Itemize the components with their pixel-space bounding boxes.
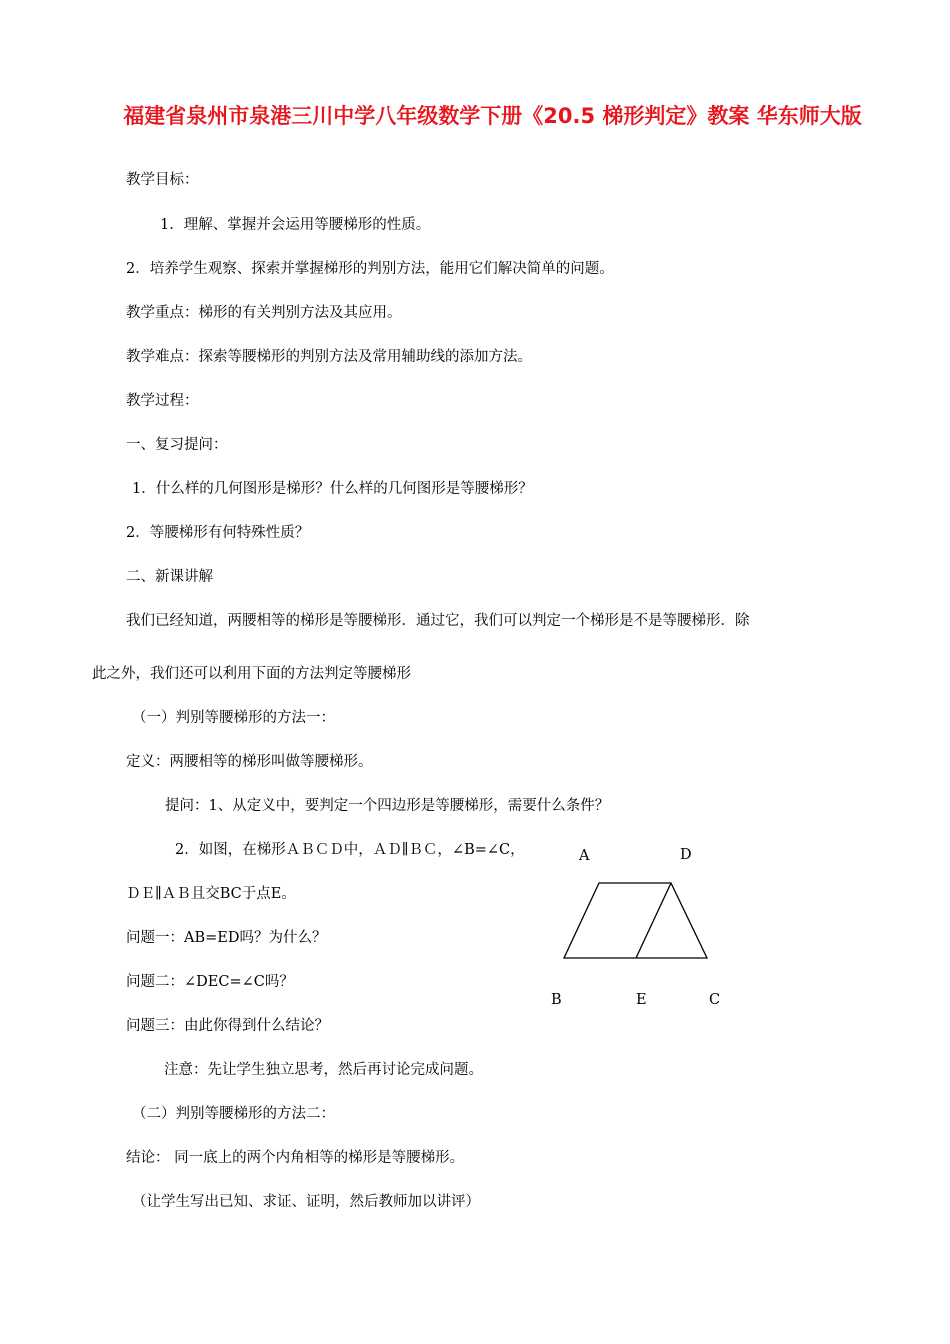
trapezoid-diagram: [555, 875, 715, 965]
problem-one: 问题一：AB=ED吗？为什么？: [126, 930, 327, 946]
goal-item-1: 1．理解、掌握并会运用等腰梯形的性质。: [160, 217, 431, 233]
goal-item-2: 2．培养学生观察、探索并掌握梯形的判别方法，能用它们解决简单的问题。: [126, 261, 614, 277]
problem-three: 问题三：由此你得到什么结论？: [126, 1018, 329, 1034]
difficult-points: 教学难点：探索等腰梯形的判别方法及常用辅助线的添加方法。: [126, 349, 532, 365]
review-question-1: 1．什么样的几何图形是梯形？什么样的几何图形是等腰梯形？: [132, 481, 533, 497]
document-title: 福建省泉州市泉港三川中学八年级数学下册《20.5 梯形判定》教案 华东师大版: [123, 104, 862, 128]
trapezoid-abcd: [564, 883, 707, 958]
note: 注意：先让学生独立思考，然后再讨论完成问题。: [164, 1062, 483, 1078]
conclusion: 结论： 同一底上的两个内角相等的梯形是等腰梯形。: [126, 1150, 465, 1166]
vertex-label-a: A: [579, 848, 590, 864]
section-new-lesson-heading: 二、新课讲解: [126, 569, 213, 585]
problem-two: 问题二：∠DEC=∠C吗？: [126, 974, 294, 990]
question-prompt: 提问：1、从定义中，要判定一个四边形是等腰梯形，需要什么条件？: [165, 798, 610, 814]
key-points: 教学重点：梯形的有关判别方法及其应用。: [126, 305, 402, 321]
paragraph-intro-line-2: 此之外，我们还可以利用下面的方法判定等腰梯形: [92, 666, 411, 682]
method-one-heading: （一）判别等腰梯形的方法一：: [132, 710, 335, 726]
definition: 定义：两腰相等的梯形叫做等腰梯形。: [126, 754, 373, 770]
student-task-note: （让学生写出已知、求证、证明，然后教师加以讲评）: [132, 1194, 480, 1210]
vertex-label-b: B: [551, 992, 562, 1008]
teaching-goals-heading: 教学目标：: [126, 172, 199, 188]
example-statement-line-1: 2．如图，在梯形ＡＢＣＤ中，ＡＤ∥ＢＣ，∠B=∠C，: [175, 842, 525, 858]
vertex-label-c: C: [709, 992, 721, 1008]
vertex-label-e: E: [636, 992, 647, 1008]
example-statement-line-2: ＤＥ∥ＡＢ且交BC于点E。: [126, 886, 296, 902]
review-question-2: 2．等腰梯形有何特殊性质？: [126, 525, 310, 541]
paragraph-intro-line-1: 我们已经知道，两腰相等的梯形是等腰梯形．通过它，我们可以判定一个梯形是不是等腰梯形．除: [126, 613, 750, 629]
method-two-heading: （二）判别等腰梯形的方法二：: [132, 1106, 335, 1122]
vertex-label-d: D: [680, 847, 692, 863]
segment-de: [636, 883, 671, 958]
teaching-process-heading: 教学过程：: [126, 393, 199, 409]
section-review-heading: 一、复习提问：: [126, 437, 228, 453]
